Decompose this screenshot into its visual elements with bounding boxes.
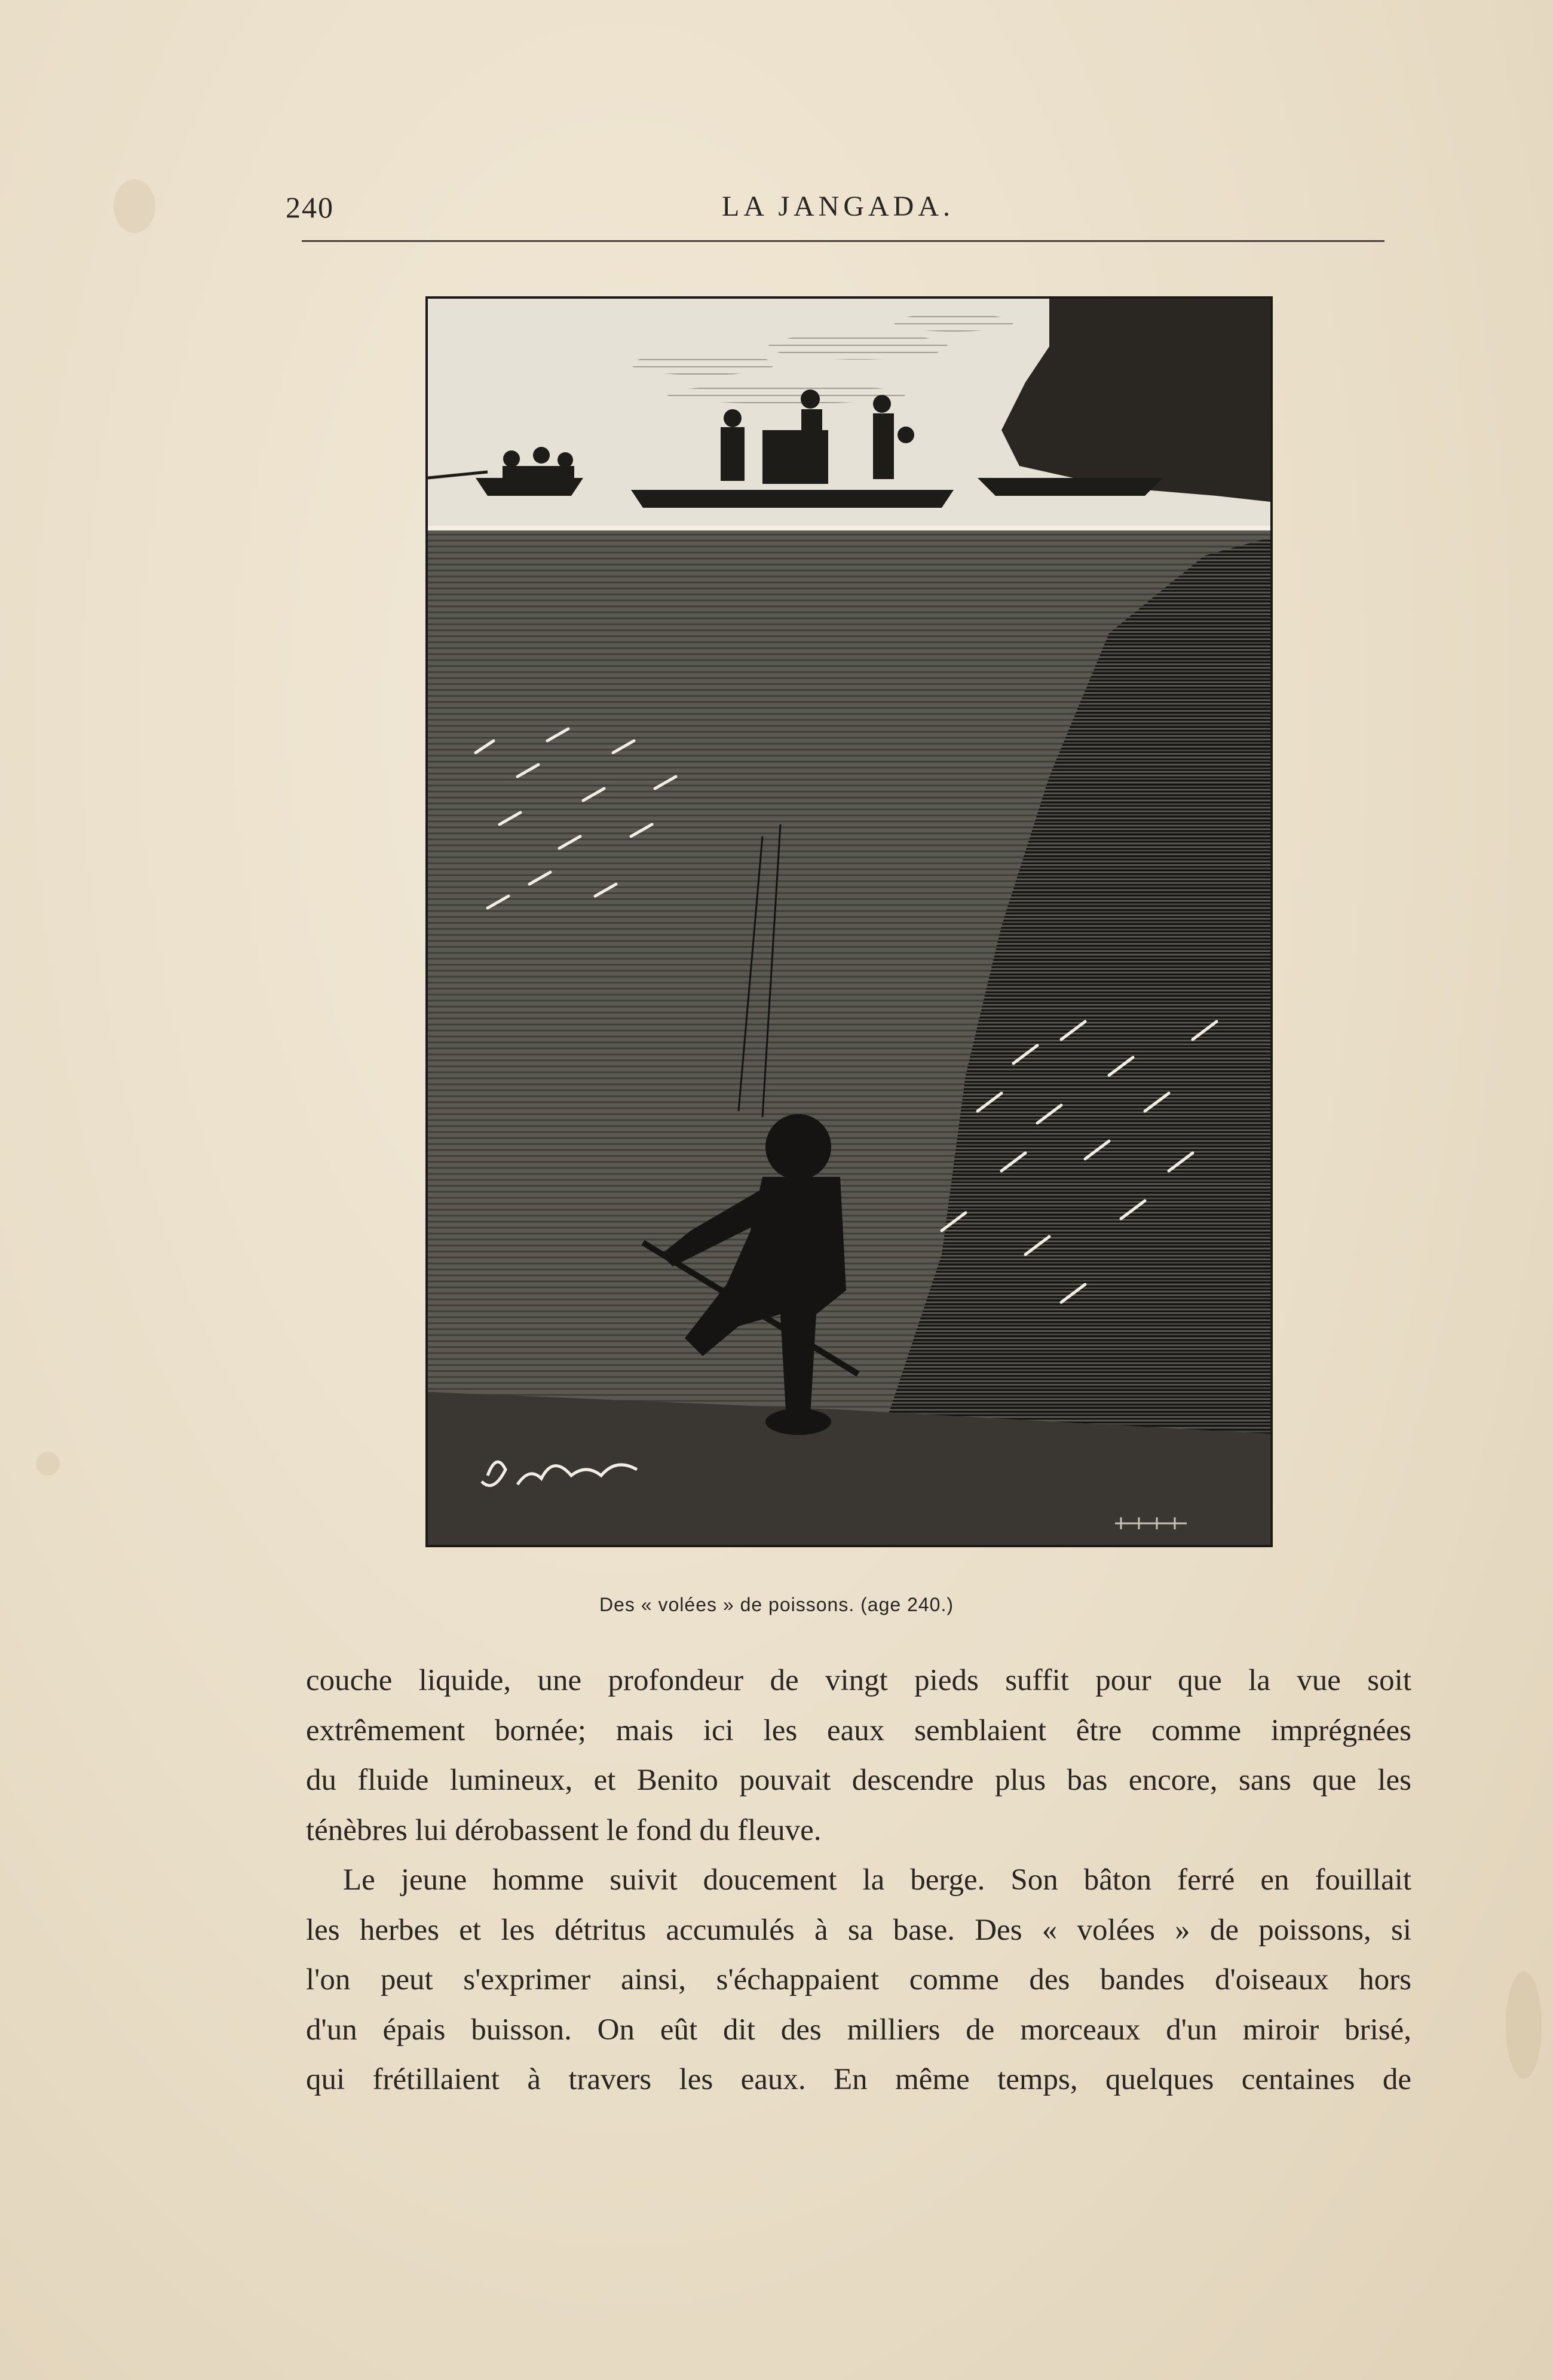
header-rule — [302, 240, 1384, 242]
text-line: les herbes et les détritus accumulés à sa base. Des « volées » de poissons, si — [306, 1913, 1411, 1947]
text-line: ténèbres lui dérobassent le fond du fleuve. — [306, 1813, 822, 1847]
engraving-illustration — [425, 296, 1273, 1547]
illustration-caption: Des « volées » de poissons. (age 240.) — [599, 1594, 954, 1615]
running-title: LA JANGADA. — [722, 191, 954, 222]
text-line: couche liquide, une profondeur de vingt pieds suffit pour que la vue soit — [306, 1664, 1411, 1697]
text-line: qui frétillaient à travers les eaux. En même temps, quelques centaines de — [306, 2063, 1411, 2096]
text-line: d'un épais buisson. On eût dit des milliers de morceaux d'un miroir brisé, — [306, 2013, 1411, 2047]
water-surface — [428, 526, 1270, 530]
paper-stain — [114, 179, 155, 233]
paper-stain — [1506, 1971, 1542, 2079]
page-header — [286, 190, 1385, 226]
text-line: du fluide lumineux, et Benito pouvait descendre plus bas encore, sans que les — [306, 1763, 1411, 1797]
page-number: 240 — [286, 191, 334, 224]
text-line: Le jeune homme suivit doucement la berge. Son bâton ferré en fouillait — [343, 1863, 1411, 1897]
paragraph — [306, 1855, 1411, 2105]
paragraph — [306, 1656, 1411, 1855]
text-line: l'on peut s'exprimer ainsi, s'échappaient comme des bandes d'oiseaux hors — [306, 1963, 1411, 1996]
body-text — [306, 1656, 1411, 2105]
paper-stain — [36, 1452, 60, 1476]
text-line: extrêmement bornée; mais ici les eaux semblaient être comme imprégnées — [306, 1713, 1411, 1747]
